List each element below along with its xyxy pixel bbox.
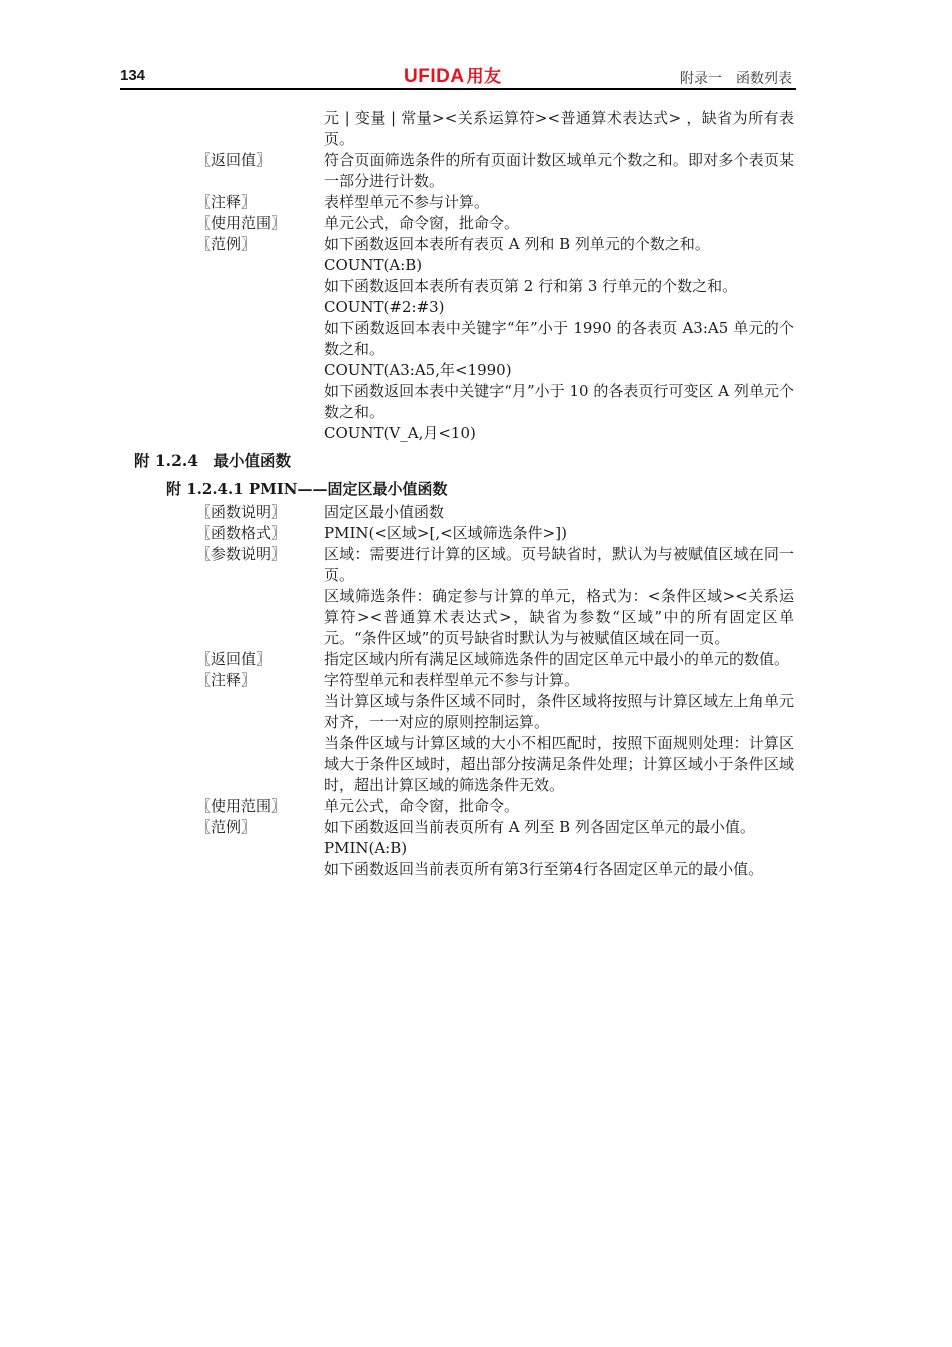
definition-label: 〖注释〗 [196,193,257,211]
header-rule [120,88,796,90]
definition-text [324,796,794,817]
logo-text-en: UFIDA [404,66,465,87]
logo-text-cn: 用友 [466,67,502,86]
text-line: COUNT(#2:#3) [324,298,445,316]
text-line: 区域：需要进行计算的区域。页号缺省时，默认为与被赋值区域在同一页。 [324,545,794,584]
definition-text [324,213,794,234]
definition-label: 〖范例〗 [196,235,257,253]
subsection-heading: 附 1.2.4.1 PMIN——固定区最小值函数 [166,480,448,498]
text-line: PMIN(A:B) [324,839,408,857]
definition-label: 〖使用范围〗 [196,797,287,815]
definition-text [324,670,794,796]
definition-row [0,502,952,523]
definition-text [324,150,794,192]
definition-row [0,523,952,544]
definition-text [324,649,794,670]
text-line: COUNT(A:B) [324,256,423,274]
definition-text [324,502,794,523]
running-title: 附录一 函数列表 [680,71,792,87]
text-line: 元 | 变量 | 常量><关系运算符><普通算术表达式> ，缺省为所有表页。 [324,109,794,148]
page-header [120,62,796,90]
definition-row [0,108,952,150]
definition-text [324,523,794,544]
definition-text [324,544,794,649]
text-line: 单元公式，命令窗，批命令。 [324,214,520,232]
text-line: 表样型单元不参与计算。 [324,193,490,211]
definition-row [0,670,952,796]
text-line: COUNT(V_A,月<10) [324,424,476,442]
text-line: 当条件区域与计算区域的大小不相匹配时，按照下面规则处理：计算区域大于条件区域时，超出部分按满足条件处理；计算区域小于条件区域时，超出计算区域的筛选条件无效。 [324,734,794,794]
definition-row [0,796,952,817]
definition-label: 〖参数说明〗 [196,545,287,563]
definition-row [0,234,952,444]
text-line: 如下函数返回本表所有表页第 2 行和第 3 行单元的个数之和。 [324,277,738,295]
text-line: 如下函数返回本表中关键字“月”小于 10 的各表页行可变区 A 列单元个数之和。 [324,382,794,421]
definition-label: 〖范例〗 [196,818,257,836]
definition-text [324,817,794,880]
definition-label: 〖返回值〗 [196,151,272,169]
text-line: 如下函数返回本表中关键字“年”小于 1990 的各表页 A3:A5 单元的个数之和。 [324,319,794,358]
definition-row [0,817,952,880]
text-line: 如下函数返回当前表页所有第3行至第4行各固定区单元的最小值。 [324,860,764,878]
text-line: 如下函数返回当前表页所有 A 列至 B 列各固定区单元的最小值。 [324,818,755,836]
text-line: 区域筛选条件：确定参与计算的单元，格式为：<条件区域><关系运算符><普通算术表达式>，缺省为参数“区域”中的所有固定区单元。“条件区域”的页号缺省时默认为与被赋值区域在同一页。 [324,587,794,647]
ufida-logo [404,62,502,88]
text-line: 固定区最小值函数 [324,503,445,521]
definition-row [0,649,952,670]
text-line: 指定区域内所有满足区域筛选条件的固定区单元中最小的单元的数值。 [324,650,790,668]
definition-label: 〖返回值〗 [196,650,272,668]
text-line: 符合页面筛选条件的所有页面计数区域单元个数之和。即对多个表页某一部分进行计数。 [324,151,794,190]
text-line: 单元公式，命令窗，批命令。 [324,797,520,815]
definition-row [0,192,952,213]
document-body [0,108,952,880]
text-line: COUNT(A3:A5,年<1990) [324,361,512,379]
definition-label: 〖注释〗 [196,671,257,689]
section-heading: 附 1.2.4 最小值函数 [134,451,292,470]
page-number: 134 [120,67,146,84]
definition-label: 〖函数格式〗 [196,524,287,542]
definition-text [324,108,794,150]
text-line: 字符型单元和表样型单元不参与计算。 [324,671,580,689]
definition-row [0,213,952,234]
text-line: 如下函数返回本表所有表页 A 列和 B 列单元的个数之和。 [324,235,710,253]
definition-text [324,234,794,444]
definition-text [324,192,794,213]
definition-row [0,544,952,649]
text-line: 当计算区域与条件区域不同时，条件区域将按照与计算区域左上角单元对齐，一一对应的原则控制运算。 [324,692,794,731]
text-line: PMIN(<区域>[,<区域筛选条件>]) [324,524,567,542]
definition-label: 〖函数说明〗 [196,503,287,521]
definition-label: 〖使用范围〗 [196,214,287,232]
definition-row [0,150,952,192]
